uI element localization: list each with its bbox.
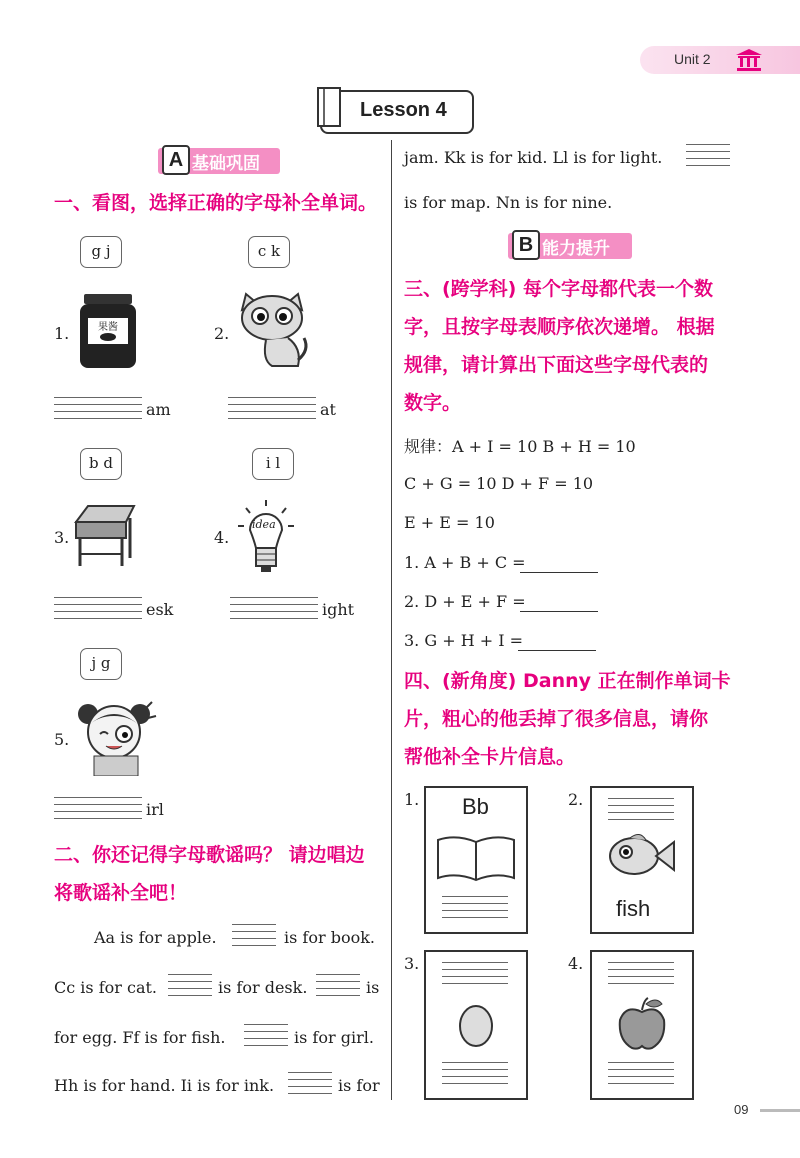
section-b-letter: B — [512, 230, 540, 260]
card-write-lines-3b[interactable] — [442, 1062, 508, 1084]
card-num-3: 3. — [404, 954, 420, 973]
write-lines-5[interactable] — [54, 797, 142, 819]
word-card-2 — [590, 786, 694, 934]
q2-heading-line2: 将歌谣补全吧！ — [54, 882, 188, 904]
card-write-lines-1[interactable] — [442, 896, 508, 918]
answer-blank-2[interactable] — [520, 611, 598, 612]
song-blank-d[interactable] — [168, 974, 212, 996]
song-line5a: jam. Kk is for kid. Ll is for light. — [404, 148, 663, 167]
options-box-5: j g — [80, 648, 122, 680]
word-card-4 — [590, 950, 694, 1100]
card-word-2: fish — [616, 896, 651, 921]
unit-label: Unit 2 — [674, 51, 711, 67]
options-box-4: i l — [252, 448, 294, 480]
problem-1: 1. A + B + C = — [404, 553, 526, 572]
apple-icon — [616, 996, 668, 1056]
word-card-3 — [424, 950, 528, 1100]
song-line2c: is — [366, 978, 380, 997]
column-divider — [391, 140, 392, 1100]
section-a-title: 基础巩固 — [192, 154, 260, 174]
item-num-1: 1. — [54, 324, 70, 343]
lesson-title: Lesson 4 — [360, 99, 447, 121]
song-blank-b[interactable] — [232, 924, 276, 946]
card-write-lines-4b[interactable] — [608, 1062, 674, 1084]
desk-icon — [72, 502, 136, 572]
song-line1b: is for book. — [284, 928, 375, 947]
rule-line3: E + E = 10 — [404, 513, 495, 532]
word-suffix-5: irl — [146, 800, 164, 819]
song-blank-e[interactable] — [316, 974, 360, 996]
options-box-3: b d — [80, 448, 122, 480]
q4-heading-line1: 四、(新角度) Danny 正在制作单词卡 — [404, 670, 731, 692]
page-number-rule — [760, 1109, 800, 1112]
word-suffix-2: at — [320, 400, 336, 419]
card-write-lines-2[interactable] — [608, 798, 674, 820]
song-blank-g[interactable] — [244, 1024, 288, 1046]
song-blank-m[interactable] — [686, 144, 730, 166]
word-suffix-1: am — [146, 400, 171, 419]
answer-blank-1[interactable] — [520, 572, 598, 573]
jar-label: 果酱 — [98, 322, 118, 333]
song-line4a: Hh is for hand. Ii is for ink. — [54, 1076, 275, 1095]
word-suffix-4: ight — [322, 600, 355, 619]
card-num-4: 4. — [568, 954, 584, 973]
q3-heading-line2: 字，且按字母表顺序依次递增。 根据 — [404, 316, 715, 338]
card-num-1: 1. — [404, 790, 420, 809]
item-num-4: 4. — [214, 528, 230, 547]
card-num-2: 2. — [568, 790, 584, 809]
write-lines-3[interactable] — [54, 597, 142, 619]
word-card-1 — [424, 786, 528, 934]
problem-2: 2. D + E + F = — [404, 592, 526, 611]
q2-heading-line1: 二、你还记得字母歌谣吗？ 请边唱边 — [54, 844, 365, 866]
building-icon — [734, 48, 764, 76]
song-line2a: Cc is for cat. — [54, 978, 158, 997]
card-write-lines-3a[interactable] — [442, 962, 508, 984]
q4-heading-line3: 帮他补全卡片信息。 — [404, 746, 576, 768]
book-icon — [316, 86, 346, 134]
bulb-text: idea — [252, 518, 276, 531]
q1-heading: 一、看图，选择正确的字母补全单词。 — [54, 192, 378, 214]
q4-heading-line2: 片，粗心的他丢掉了很多信息，请你 — [404, 708, 709, 730]
section-b-badge — [508, 233, 632, 259]
jam-jar-icon — [76, 292, 140, 376]
card-letters-1: Bb — [462, 794, 489, 819]
answer-blank-3[interactable] — [518, 650, 596, 651]
item-num-2: 2. — [214, 324, 230, 343]
section-a-letter: A — [162, 145, 190, 175]
girl-icon — [74, 696, 158, 780]
item-num-3: 3. — [54, 528, 70, 547]
section-a-badge — [158, 148, 280, 174]
write-lines-1[interactable] — [54, 397, 142, 419]
q3-heading-line4: 数字。 — [404, 392, 462, 414]
item-num-5: 5. — [54, 730, 70, 749]
song-blank-j[interactable] — [288, 1072, 332, 1094]
song-line6a: is for map. Nn is for nine. — [404, 193, 613, 212]
card-write-lines-4a[interactable] — [608, 962, 674, 984]
rule-line1: 规律：A + I = 10 B + H = 10 — [404, 437, 636, 456]
write-lines-2[interactable] — [228, 397, 316, 419]
word-suffix-3: esk — [146, 600, 174, 619]
options-box-2: c k — [248, 236, 290, 268]
egg-icon — [456, 1000, 496, 1052]
q3-heading-line1: 三、(跨学科) 每个字母都代表一个数 — [404, 278, 713, 300]
write-lines-4[interactable] — [230, 597, 318, 619]
song-line3b: is for girl. — [294, 1028, 374, 1047]
fish-icon — [606, 830, 676, 884]
q3-heading-line3: 规律，请计算出下面这些字母代表的 — [404, 354, 709, 376]
book-icon — [434, 830, 518, 890]
page-number: 09 — [734, 1102, 749, 1117]
section-b-title: 能力提升 — [542, 239, 610, 259]
song-line1a: Aa is for apple. — [94, 928, 217, 947]
lesson-title-box — [320, 90, 474, 134]
problem-3: 3. G + H + I = — [404, 631, 524, 650]
song-line2b: is for desk. — [218, 978, 308, 997]
lightbulb-icon — [236, 500, 296, 580]
rule-line2: C + G = 10 D + F = 10 — [404, 474, 594, 493]
options-box-1: g j — [80, 236, 122, 268]
unit-tab — [640, 46, 800, 74]
cat-icon — [232, 290, 312, 374]
song-line4b: is for — [338, 1076, 380, 1095]
song-line3a: for egg. Ff is for fish. — [54, 1028, 226, 1047]
